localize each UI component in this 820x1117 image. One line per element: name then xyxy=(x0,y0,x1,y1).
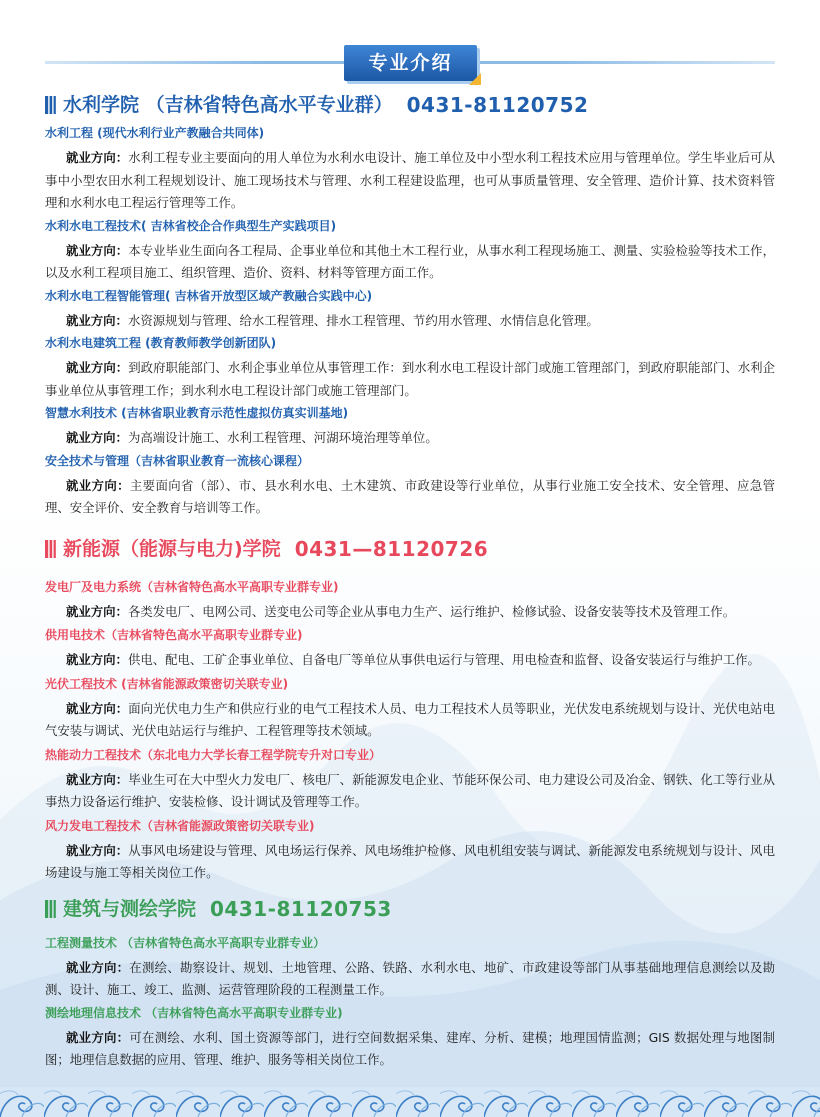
employment-description xyxy=(45,601,775,624)
employment-text: 毕业生可在大中型火力发电厂、核电厂、新能源发电企业、节能环保公司、电力建设公司及冶金、钢铁、化工等行业从事热力设备运行维护、安装检修、设计调试及管理等工作。 xyxy=(45,771,776,809)
employment-text: 面向光伏电力生产和供应行业的电气工程技术人员、电力工程技术人员等职业，光伏发电系统规划与设计、光伏电站电气安装与调试、光伏电站运行与维护、工程管理等技术领域。 xyxy=(45,700,776,738)
employment-description xyxy=(45,427,775,450)
college-title xyxy=(45,892,775,926)
section-bars-icon xyxy=(45,96,57,114)
employment-text: 从事风电场建设与管理、风电场运行保养、风电场维护检修、风电机组安装与调试、新能源发电系统规划与设计、风电场建设与施工等相关岗位工作。 xyxy=(45,842,776,880)
employment-text: 水利工程专业主要面向的用人单位为水利水电设计、施工单位及中小型水利工程技术应用与管理单位。学生毕业后可从事中小型农田水利工程规划设计、施工现场技术与管理、水利工程建设监理，也可从事质量管理、安全管理、造价计算、技术资料管理和水利水电工程运行管理等工作。 xyxy=(45,150,776,210)
college-phone: 0431-81120752 xyxy=(406,93,589,117)
major-title: 水利工程 (现代水利行业产教融合共同体) xyxy=(45,126,265,140)
major-title: 安全技术与管理（吉林省职业教育一流核心课程） xyxy=(45,453,310,468)
college-name: 水利学院 （吉林省特色高水平专业群） xyxy=(63,94,393,116)
major-title: 水利水电工程技术( 吉林省校企合作典型生产实践项目) xyxy=(45,218,337,233)
major-title: 热能动力工程技术（东北电力大学长春工程学院专升对口专业） xyxy=(45,747,382,762)
employment-label: 就业方向： xyxy=(66,242,129,258)
page-title: 专业介绍 xyxy=(368,52,453,74)
employment-label: 就业方向： xyxy=(66,771,129,787)
major-title: 智慧水利技术 (吉林省职业教育示范性虚拟仿真实训基地) xyxy=(45,406,349,420)
employment-text: 在测绘、勘察设计、规划、土地管理、公路、铁路、水利水电、地矿、市政建设等部门从事基础地理信息测绘以及勘测、设计、施工、竣工、监测、运营管理阶段的工程测量工作。 xyxy=(45,959,775,997)
college-phone: 0431-81120753 xyxy=(210,897,392,921)
employment-description xyxy=(45,649,775,672)
header-banner xyxy=(344,45,477,81)
employment-text: 各类发电厂、电网公司、送变电公司等企业从事电力生产、运行维护、检修试验、设备安装等技术及管理工作。 xyxy=(127,603,736,619)
footer-wave-pattern xyxy=(0,1087,820,1117)
employment-description xyxy=(45,840,775,885)
college-name: 新能源（能源与电力)学院 xyxy=(63,538,281,560)
section-bars-icon xyxy=(45,900,57,918)
major-title: 测绘地理信息技术 （吉林省特色高水平高职专业群专业) xyxy=(45,1005,343,1020)
employment-description xyxy=(45,240,775,285)
employment-description xyxy=(45,698,775,743)
major-title: 光伏工程技术 (吉林省能源政策密切关联专业) xyxy=(45,676,289,691)
employment-text: 到政府职能部门、水利企事业单位从事管理工作：到水利水电工程设计部门或施工管理部门，到政府职能部门、水利企事业单位从事管理工作；到水利水电工程设计部门或施工管理部门。 xyxy=(45,360,776,398)
employment-label: 就业方向： xyxy=(66,150,129,165)
college-section-architecture-surveying xyxy=(45,892,775,1072)
major-title: 风力发电工程技术（吉林省能源政策密切关联专业) xyxy=(45,818,315,833)
college-name: 建筑与测绘学院 xyxy=(63,898,197,920)
major-title: 水利水电工程智能管理( 吉林省开放型区域产教融合实践中心) xyxy=(45,288,373,303)
employment-text: 为高端设计施工、水利工程管理、河湖环境治理等单位。 xyxy=(127,430,438,445)
employment-label: 就业方向： xyxy=(66,652,128,667)
employment-description xyxy=(45,475,775,520)
employment-description xyxy=(45,310,775,333)
employment-label: 就业方向： xyxy=(66,360,129,375)
college-title xyxy=(45,88,775,122)
employment-label: 就业方向： xyxy=(66,603,128,619)
employment-label: 就业方向： xyxy=(66,700,129,716)
college-section-new-energy xyxy=(45,532,775,885)
college-section-water xyxy=(45,88,775,520)
major-title: 发电厂及电力系统（吉林省特色高水平高职专业群专业) xyxy=(45,579,339,594)
employment-text: 供电、配电、工矿企事业单位、自备电厂等单位从事供电运行与管理、用电检查和监督、设备安装运行与维护工作。 xyxy=(127,652,760,667)
major-title: 工程测量技术 （吉林省特色高水平高职专业群专业） xyxy=(45,935,326,950)
employment-label: 就业方向： xyxy=(66,430,128,445)
employment-description xyxy=(45,769,775,814)
employment-description xyxy=(45,357,775,402)
banner-accent xyxy=(469,73,481,85)
employment-text: 本专业毕业生面向各工程局、企事业单位和其他土木工程行业，从事水利工程现场施工、测量、实验检验等技术工作，以及水利工程项目施工、组织管理、造价、资料、材料等管理方面工作。 xyxy=(45,242,776,280)
employment-text: 主要面向省（部）、市、县水利水电、土木建筑、市政建设等行业单位，从事行业施工安全技术、安全管理、应急管理、安全评价、安全教育与培训等工作。 xyxy=(45,477,775,515)
employment-label: 就业方向： xyxy=(66,312,128,328)
employment-label: 就业方向： xyxy=(66,959,130,975)
employment-text: 可在测绘、水利、国土资源等部门，进行空间数据采集、建库、分析、建模；地理国情监测；GIS 数据处理与地图制图；地理信息数据的应用、管理、维护、服务等相关岗位工作。 xyxy=(45,1029,776,1067)
college-title xyxy=(45,532,775,566)
college-phone: 0431—81120726 xyxy=(294,537,489,561)
major-title: 供用电技术（吉林省特色高水平高职专业群专业) xyxy=(45,628,303,642)
employment-label: 就业方向： xyxy=(66,842,129,858)
employment-description xyxy=(45,957,775,1002)
employment-description xyxy=(45,1027,775,1072)
major-title: 水利水电建筑工程 (教育教师教学创新团队) xyxy=(45,336,277,350)
section-bars-icon xyxy=(45,540,57,558)
employment-label: 就业方向： xyxy=(66,477,130,493)
employment-description xyxy=(45,147,775,215)
employment-text: 水资源规划与管理、给水工程管理、排水工程管理、节约用水管理、水情信息化管理。 xyxy=(127,312,599,328)
employment-label: 就业方向： xyxy=(66,1029,130,1045)
